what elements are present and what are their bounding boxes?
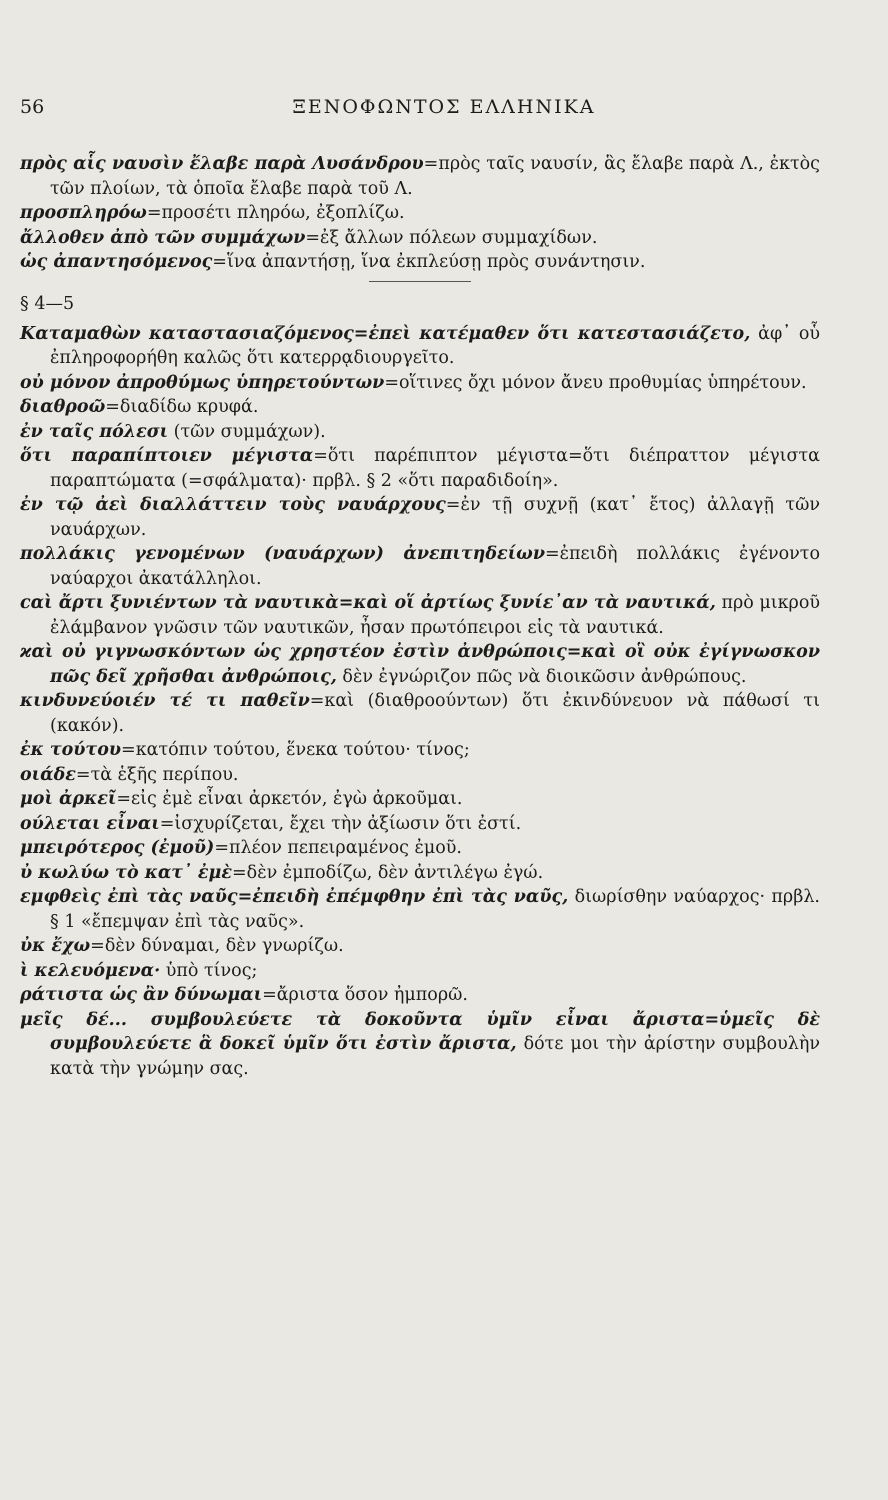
entry-lemma: ὐκ ἔχω (20, 936, 91, 956)
gloss-entry (20, 201, 820, 226)
gloss-entry (20, 763, 820, 788)
entry-lemma: Καταμαθὼν καταστασιαζόμενος=ἐπεὶ κατέμαθεν ὅτι κατεστασιάζετο, (20, 323, 751, 344)
entry-gloss: =κατόπιν τούτου, ἕνεκα τούτου· τίνος; (121, 740, 470, 760)
gloss-entry (20, 444, 820, 493)
entries-group-1 (20, 152, 820, 275)
section-label: § 4—5 (20, 293, 75, 314)
entry-gloss: =ἐξ ἄλλων πόλεων συμμαχίδων. (305, 227, 598, 248)
entry-gloss: (τῶν συμμάχων). (168, 421, 326, 442)
entry-lemma: ὐ κωλύω τὸ κατ᾽ ἐμὲ (20, 862, 233, 883)
entry-gloss: =ἐν τῇ συχνῇ (κατ᾽ ἔτος) ἀλλαγῇ τῶν ναυάρχων. (50, 495, 820, 540)
entry-gloss: =οἵτινες ὄχι μόνον ἄνευ προθυμίας ὑπηρέτουν. (384, 372, 807, 393)
entry-lemma: ἐκ τούτου (20, 740, 122, 760)
entry-gloss: =προσέτι πληρόω, ἐξοπλίζω. (146, 203, 405, 223)
gloss-entry (20, 738, 820, 763)
entry-gloss: δότε μοι τὴν ἀρίστην συμβουλὴν κατὰ τὴν γνώμην σας. (50, 1034, 821, 1079)
gloss-entry (20, 542, 820, 591)
gloss-entry (20, 250, 820, 275)
entry-gloss: =πλέον πεπειραμένος ἐμοῦ. (214, 838, 462, 858)
entry-lemma: κινδυνεύοιέν τέ τι παθεῖν (20, 691, 310, 711)
entries-group-2 (20, 322, 820, 1082)
section-divider (369, 281, 471, 282)
entry-lemma: ούλεται εἶναι (20, 813, 160, 834)
entry-gloss: =ἐπειδὴ πολλάκις ἐγένοντο ναύαρχοι ἀκατάλληλοι. (50, 544, 820, 589)
commentary-body (20, 152, 820, 1081)
gloss-entry (20, 959, 820, 984)
entry-gloss: =ἰσχυρίζεται, ἔχει τὴν ἀξίωσιν ὅτι ἐστί. (159, 813, 522, 834)
gloss-entry (20, 1008, 820, 1082)
entry-gloss: ἀφ᾽ οὗ ἐπληροφορήθη καλῶς ὅτι κατερρᾳδιουργεῖτο. (50, 323, 820, 368)
entry-lemma: προσπληρόω (20, 203, 147, 223)
entry-gloss: πρὸ μικροῦ ἐλάμβανον γνῶσιν τῶν ναυτικῶν, ἦσαν πρωτόπειροι εἰς τὰ ναυτικά. (50, 593, 820, 638)
entry-gloss: =τὰ ἑξῆς περίπου. (75, 764, 239, 785)
entry-gloss: =ἵνα ἀπαντήσῃ, ἵνα ἐκπλεύσῃ πρὸς συνάντησιν. (212, 252, 646, 272)
gloss-entry (20, 591, 820, 640)
entry-lemma: ράτιστα ὡς ἂν δύνωμαι (20, 985, 263, 1005)
entry-lemma: ὅτι παραπίπτοιεν μέγιστα (20, 446, 314, 466)
gloss-entry (20, 934, 820, 959)
entry-lemma: ὡς ἀπαντησόμενος (20, 252, 213, 272)
entry-gloss: ὑπὸ τίνος; (160, 960, 258, 981)
entry-gloss: =ἄριστα ὅσον ἠμπορῶ. (262, 985, 468, 1005)
gloss-entry (20, 395, 820, 420)
gloss-entry (20, 861, 820, 886)
entry-gloss: =δὲν ἐμποδίζω, δὲν ἀντιλέγω ἐγώ. (232, 862, 544, 883)
gloss-entry (20, 493, 820, 542)
gloss-entry (20, 322, 820, 371)
entry-gloss: =πρὸς ταῖς ναυσίν, ἃς ἔλαβε παρὰ Λ., ἐκτὸς τῶν πλοίων, τὰ ὁποῖα ἔλαβε παρὰ τοῦ Λ. (50, 154, 820, 199)
gloss-entry (20, 787, 820, 812)
entry-gloss: δὲν ἐγνώριζον πῶς νὰ διοικῶσιν ἀνθρώπους. (336, 666, 747, 687)
entry-lemma: πολλάκις γενομένων (ναυάρχων) ἀνεπιτηδείων (20, 544, 545, 564)
entry-gloss: =διαδίδω κρυφά. (105, 397, 259, 417)
entry-lemma: πρὸς αἷς ναυσὶν ἔλαβε παρὰ Λυσάνδρου (20, 154, 424, 174)
gloss-entry (20, 152, 820, 201)
running-title: ΞΕΝΟΦΩΝΤΟΣ ΕΛΛΗΝΙΚΑ (292, 96, 596, 118)
entry-lemma: ἐν ταῖς πόλεσι (20, 421, 169, 442)
entry-lemma: μπειρότερος (ἐμοῦ) (20, 838, 215, 858)
entry-lemma: ἐν τῷ ἀεὶ διαλλάττειν τοὺς ναυάρχους (20, 495, 446, 515)
gloss-entry (20, 226, 820, 251)
page-header (20, 96, 868, 126)
gloss-entry (20, 983, 820, 1008)
entry-lemma: ὶ κελευόμενα· (20, 960, 161, 981)
gloss-entry (20, 812, 820, 837)
entry-gloss: =καὶ (διαθροούντων) ὅτι ἐκινδύνευον νὰ πάθωσί τι (κακόν). (50, 691, 820, 736)
gloss-entry (20, 836, 820, 861)
entry-gloss: =δὲν δύναμαι, δὲν γνωρίζω. (90, 936, 344, 956)
gloss-entry (20, 885, 820, 934)
gloss-entry (20, 371, 820, 396)
page-number: 56 (20, 96, 45, 118)
entry-lemma: διαθροῶ (20, 397, 106, 417)
entry-lemma: εμφθεὶς ἐπὶ τὰς ναῦς=ἐπειδὴ ἐπέμφθην ἐπὶ τὰς ναῦς, (20, 887, 569, 907)
gloss-entry (20, 689, 820, 738)
entry-lemma: οὐ μόνον ἀπροθύμως ὑπηρετούντων (20, 372, 385, 393)
entry-gloss: =ὅτι παρέπιπτον μέγιστα=ὅτι διέπραττον μέγιστα παραπτώματα (=σφάλματα)· πρβλ. § 2 «ὅτι παραδιδοίη». (50, 446, 820, 491)
entry-lemma: μεῖς δέ... συμβουλεύετε τὰ δοκοῦντα ὑμῖν εἶναι ἄριστα=ὑμεῖς δὲ συμβουλεύετε ἃ δοκεῖ ὑμῖν ὅτι ἐστὶν ἄριστα, (20, 1009, 820, 1054)
entry-lemma: μοὶ ἀρκεῖ (20, 789, 117, 809)
entry-lemma: ϰαὶ οὐ γιγνωσκόντων ὡς χρηστέον ἐστὶν ἀνθρώποις=καὶ οἳ οὐκ ἐγίγνωσκον πῶς δεῖ χρῆσθαι ἀνθρώποις, (20, 642, 820, 687)
gloss-entry (20, 640, 820, 689)
entry-lemma: ἄλλοθεν ἀπὸ τῶν συμμάχων (20, 227, 306, 248)
entry-gloss: =εἰς ἐμὲ εἶναι ἀρκετόν, ἐγὼ ἀρκοῦμαι. (116, 789, 463, 809)
entry-lemma: ϲαὶ ἄρτι ξυνιέντων τὰ ναυτικὰ=καὶ οἵ ἀρτίως ξυνίε᾽αν τὰ ναυτικά, (20, 593, 716, 613)
entry-gloss: διωρίσθην ναύαρχος· πρβλ. § 1 «ἔπεμψαν ἐπὶ τὰς ναῦς». (50, 887, 820, 932)
entry-lemma: οιάδε (20, 764, 76, 785)
gloss-entry (20, 420, 820, 445)
